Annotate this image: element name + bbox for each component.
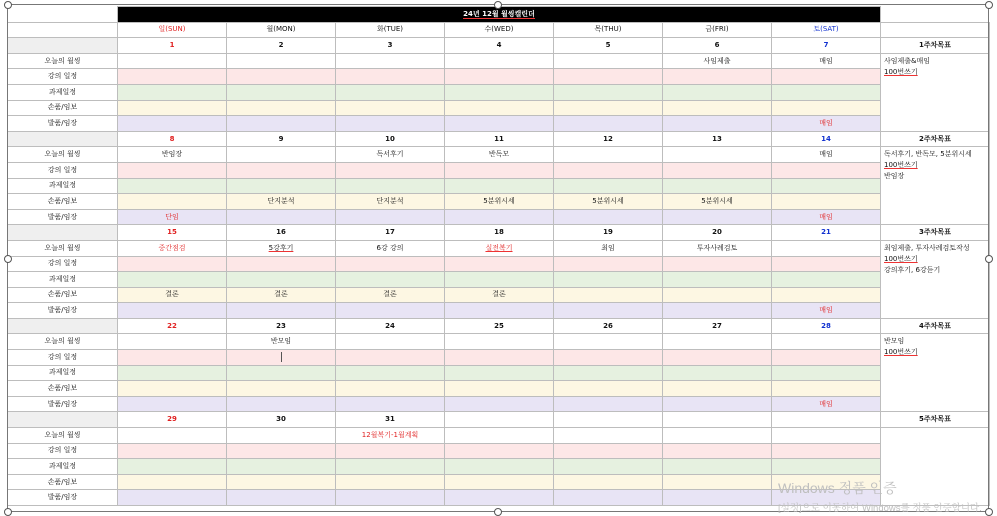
- cell-desk-research[interactable]: [336, 474, 445, 490]
- week-goal-notes[interactable]: [881, 53, 990, 131]
- cell-lecture-schedule[interactable]: [445, 256, 554, 272]
- cell-assignment-schedule[interactable]: [445, 459, 554, 475]
- row-label-assignment-schedule[interactable]: 과제일정: [8, 459, 118, 475]
- cell-assignment-schedule[interactable]: [227, 365, 336, 381]
- cell-assignment-schedule[interactable]: [227, 272, 336, 288]
- cell-field-visit[interactable]: [227, 303, 336, 319]
- resize-handle-top-middle[interactable]: [494, 1, 502, 9]
- cell-daily-plan[interactable]: [772, 334, 881, 350]
- row-label-assignment-schedule[interactable]: 과제일정: [8, 272, 118, 288]
- cell-daily-plan[interactable]: [663, 334, 772, 350]
- cell-lecture-schedule[interactable]: [445, 443, 554, 459]
- cell-daily-plan[interactable]: [554, 334, 663, 350]
- cell-lecture-schedule[interactable]: [663, 350, 772, 366]
- row-label-desk-research[interactable]: 손품/임보: [8, 194, 118, 210]
- row-label-daily-plan[interactable]: 오늘의 월씽: [8, 240, 118, 256]
- cell-desk-research[interactable]: [227, 381, 336, 397]
- cell-lecture-schedule[interactable]: [445, 69, 554, 85]
- cell-lecture-schedule[interactable]: [118, 69, 227, 85]
- cell-daily-plan[interactable]: [118, 53, 227, 69]
- date-cell[interactable]: 30: [227, 412, 336, 428]
- cell-assignment-schedule[interactable]: [772, 178, 881, 194]
- cell-field-visit[interactable]: 매임: [772, 209, 881, 225]
- cell-daily-plan[interactable]: 12월복기-1월계획: [336, 428, 445, 444]
- cell-desk-research[interactable]: [227, 100, 336, 116]
- cell-daily-plan[interactable]: [336, 334, 445, 350]
- resize-handle-middle-right[interactable]: [985, 255, 993, 263]
- header-corner-cell[interactable]: [8, 22, 118, 38]
- cell-daily-plan[interactable]: [445, 428, 554, 444]
- week-label-blank[interactable]: [8, 318, 118, 334]
- cell-desk-research[interactable]: [772, 100, 881, 116]
- cell-assignment-schedule[interactable]: [118, 272, 227, 288]
- cell-assignment-schedule[interactable]: [663, 272, 772, 288]
- date-cell[interactable]: 26: [554, 318, 663, 334]
- cell-lecture-schedule[interactable]: [772, 69, 881, 85]
- weekday-header[interactable]: 목(THU): [554, 22, 663, 38]
- weekday-header[interactable]: 토(SAT): [772, 22, 881, 38]
- cell-lecture-schedule[interactable]: [227, 69, 336, 85]
- cell-daily-plan[interactable]: [554, 53, 663, 69]
- date-cell[interactable]: 2: [227, 38, 336, 54]
- cell-field-visit[interactable]: [663, 116, 772, 132]
- cell-desk-research[interactable]: [118, 100, 227, 116]
- cell-field-visit[interactable]: [445, 396, 554, 412]
- cell-lecture-schedule[interactable]: [663, 256, 772, 272]
- cell-daily-plan[interactable]: 6강 강의: [336, 240, 445, 256]
- date-cell[interactable]: [445, 412, 554, 428]
- cell-daily-plan[interactable]: [445, 334, 554, 350]
- cell-daily-plan[interactable]: [227, 428, 336, 444]
- cell-assignment-schedule[interactable]: [336, 365, 445, 381]
- cell-desk-research[interactable]: [336, 381, 445, 397]
- cell-desk-research[interactable]: 결론: [445, 287, 554, 303]
- week-goal-notes[interactable]: [881, 334, 990, 412]
- cell-field-visit[interactable]: [554, 490, 663, 506]
- cell-lecture-schedule[interactable]: [118, 256, 227, 272]
- cell-daily-plan[interactable]: [445, 53, 554, 69]
- date-cell[interactable]: 31: [336, 412, 445, 428]
- cell-field-visit[interactable]: 매임: [772, 116, 881, 132]
- resize-handle-bottom-middle[interactable]: [494, 508, 502, 516]
- cell-desk-research[interactable]: 5분위시세: [445, 194, 554, 210]
- date-cell[interactable]: 15: [118, 225, 227, 241]
- resize-handle-middle-left[interactable]: [4, 255, 12, 263]
- cell-assignment-schedule[interactable]: [772, 459, 881, 475]
- cell-assignment-schedule[interactable]: [227, 459, 336, 475]
- cell-assignment-schedule[interactable]: [445, 272, 554, 288]
- cell-desk-research[interactable]: [118, 381, 227, 397]
- cell-field-visit[interactable]: [663, 303, 772, 319]
- row-label-field-visit[interactable]: 발품/임장: [8, 116, 118, 132]
- weekday-header[interactable]: 수(WED): [445, 22, 554, 38]
- cell-field-visit[interactable]: [227, 209, 336, 225]
- week-label-blank[interactable]: [8, 38, 118, 54]
- cell-field-visit[interactable]: [445, 116, 554, 132]
- row-label-daily-plan[interactable]: 오늘의 월씽: [8, 334, 118, 350]
- date-cell[interactable]: 19: [554, 225, 663, 241]
- cell-assignment-schedule[interactable]: [118, 84, 227, 100]
- text-cursor: [281, 352, 282, 362]
- cell-daily-plan[interactable]: 반모임: [227, 334, 336, 350]
- week-goal-item: 사임제출&매임: [884, 56, 931, 65]
- cell-field-visit[interactable]: 매임: [772, 396, 881, 412]
- cell-daily-plan[interactable]: [772, 428, 881, 444]
- cell-desk-research[interactable]: [663, 287, 772, 303]
- date-cell[interactable]: 21: [772, 225, 881, 241]
- windows-activation-watermark: [778, 478, 982, 514]
- cell-desk-research[interactable]: [118, 194, 227, 210]
- date-cell[interactable]: 8: [118, 131, 227, 147]
- cell-field-visit[interactable]: 단임: [118, 209, 227, 225]
- cell-daily-plan[interactable]: [554, 428, 663, 444]
- date-cell[interactable]: 22: [118, 318, 227, 334]
- week-goal-title[interactable]: 2주차목표: [881, 131, 990, 147]
- weekday-header[interactable]: 화(TUE): [336, 22, 445, 38]
- cell-desk-research[interactable]: [336, 100, 445, 116]
- cell-field-visit[interactable]: [118, 490, 227, 506]
- cell-lecture-schedule[interactable]: [227, 350, 336, 366]
- date-cell[interactable]: 13: [663, 131, 772, 147]
- date-cell[interactable]: 29: [118, 412, 227, 428]
- cell-daily-plan[interactable]: [118, 428, 227, 444]
- cell-lecture-schedule[interactable]: [118, 162, 227, 178]
- cell-lecture-schedule[interactable]: [336, 69, 445, 85]
- cell-daily-plan[interactable]: 매임: [772, 53, 881, 69]
- cell-desk-research[interactable]: [118, 474, 227, 490]
- date-cell[interactable]: 9: [227, 131, 336, 147]
- cell-desk-research[interactable]: 5분위시세: [554, 194, 663, 210]
- week-goal-item: 100번쓰기: [884, 161, 918, 170]
- date-cell[interactable]: 16: [227, 225, 336, 241]
- cell-lecture-schedule[interactable]: [772, 162, 881, 178]
- cell-assignment-schedule[interactable]: [336, 178, 445, 194]
- row-label-lecture-schedule[interactable]: 강의 일정: [8, 69, 118, 85]
- cell-assignment-schedule[interactable]: [663, 459, 772, 475]
- cell-field-visit[interactable]: [663, 396, 772, 412]
- week-goal-item: 100번쓰기: [884, 254, 918, 263]
- date-cell[interactable]: 7: [772, 38, 881, 54]
- cell-desk-research[interactable]: [227, 474, 336, 490]
- cell-desk-research[interactable]: 단지분석: [227, 194, 336, 210]
- cell-field-visit[interactable]: [336, 116, 445, 132]
- cell-desk-research[interactable]: [554, 381, 663, 397]
- date-cell[interactable]: 27: [663, 318, 772, 334]
- calendar-title: 24년 12월 월씽캘린더: [463, 9, 535, 18]
- cell-desk-research[interactable]: [554, 287, 663, 303]
- cell-assignment-schedule[interactable]: [118, 178, 227, 194]
- cell-assignment-schedule[interactable]: [445, 84, 554, 100]
- cell-lecture-schedule[interactable]: [554, 69, 663, 85]
- resize-handle-bottom-right[interactable]: [985, 508, 993, 516]
- cell-assignment-schedule[interactable]: [663, 84, 772, 100]
- row-label-field-visit[interactable]: 발품/임장: [8, 396, 118, 412]
- cell-desk-research[interactable]: [445, 381, 554, 397]
- week-goal-item: 독서후기, 반독모, 5분위시세: [884, 150, 972, 159]
- row-label-assignment-schedule[interactable]: 과제일정: [8, 365, 118, 381]
- cell-daily-plan[interactable]: [772, 240, 881, 256]
- week-goal-title[interactable]: 4주차목표: [881, 318, 990, 334]
- date-cell[interactable]: 28: [772, 318, 881, 334]
- date-cell[interactable]: 10: [336, 131, 445, 147]
- cell-lecture-schedule[interactable]: [554, 443, 663, 459]
- week-goal-item: 최임제출, 투자사례검토작성: [884, 243, 970, 252]
- watermark-subtitle: [설정]으로 이동하여 Windows를 정품 인증합니다.: [778, 503, 982, 514]
- date-cell[interactable]: 12: [554, 131, 663, 147]
- date-cell[interactable]: 14: [772, 131, 881, 147]
- cell-assignment-schedule[interactable]: [554, 459, 663, 475]
- cell-assignment-schedule[interactable]: [772, 272, 881, 288]
- row-label-field-visit[interactable]: 발품/임장: [8, 303, 118, 319]
- cell-daily-plan[interactable]: 최임: [554, 240, 663, 256]
- cell-desk-research[interactable]: 단지분석: [336, 194, 445, 210]
- cell-desk-research[interactable]: 결론: [118, 287, 227, 303]
- week-goal-title[interactable]: 3주차목표: [881, 225, 990, 241]
- cell-lecture-schedule[interactable]: [118, 350, 227, 366]
- week-label-blank[interactable]: [8, 131, 118, 147]
- cell-desk-research[interactable]: 결론: [227, 287, 336, 303]
- goal-column-header[interactable]: [881, 22, 990, 38]
- cell-field-visit[interactable]: [336, 396, 445, 412]
- cell-desk-research[interactable]: [772, 381, 881, 397]
- cell-lecture-schedule[interactable]: [554, 256, 663, 272]
- cell-assignment-schedule[interactable]: [445, 178, 554, 194]
- date-cell[interactable]: [772, 412, 881, 428]
- cell-daily-plan[interactable]: 독서후기: [336, 147, 445, 163]
- date-cell[interactable]: 23: [227, 318, 336, 334]
- cell-assignment-schedule[interactable]: [227, 84, 336, 100]
- cell-daily-plan[interactable]: 실전복기: [445, 240, 554, 256]
- date-cell[interactable]: 1: [118, 38, 227, 54]
- cell-lecture-schedule[interactable]: [227, 256, 336, 272]
- date-cell[interactable]: 3: [336, 38, 445, 54]
- row-label-desk-research[interactable]: 손품/임보: [8, 381, 118, 397]
- cell-assignment-schedule[interactable]: [554, 178, 663, 194]
- cell-lecture-schedule[interactable]: [445, 162, 554, 178]
- cell-lecture-schedule[interactable]: [772, 443, 881, 459]
- cell-assignment-schedule[interactable]: [554, 365, 663, 381]
- cell-assignment-schedule[interactable]: [336, 459, 445, 475]
- week-goal-item: 반모임: [884, 337, 905, 346]
- cell-lecture-schedule[interactable]: [663, 162, 772, 178]
- cell-assignment-schedule[interactable]: [772, 365, 881, 381]
- date-cell[interactable]: 5: [554, 38, 663, 54]
- cell-daily-plan[interactable]: [227, 147, 336, 163]
- cell-desk-research[interactable]: 5분위시세: [663, 194, 772, 210]
- cell-lecture-schedule[interactable]: [227, 162, 336, 178]
- cell-field-visit[interactable]: [663, 209, 772, 225]
- cell-lecture-schedule[interactable]: [118, 443, 227, 459]
- week-goal-item: 100번쓰기: [884, 67, 918, 76]
- monthly-calendar-table: [7, 6, 990, 506]
- week-goal-notes[interactable]: [881, 240, 990, 318]
- weekday-header[interactable]: 월(MON): [227, 22, 336, 38]
- date-cell[interactable]: [663, 412, 772, 428]
- resize-handle-top-left[interactable]: [4, 1, 12, 9]
- cell-lecture-schedule[interactable]: [554, 162, 663, 178]
- cell-field-visit[interactable]: [227, 116, 336, 132]
- week-goal-title[interactable]: 5주차목표: [881, 412, 990, 428]
- cell-desk-research[interactable]: [663, 474, 772, 490]
- cell-field-visit[interactable]: [445, 303, 554, 319]
- row-label-assignment-schedule[interactable]: 과제일정: [8, 178, 118, 194]
- cell-field-visit[interactable]: [227, 490, 336, 506]
- cell-daily-plan[interactable]: 투자사례검토: [663, 240, 772, 256]
- date-cell[interactable]: 25: [445, 318, 554, 334]
- weekday-header[interactable]: 일(SUN): [118, 22, 227, 38]
- date-cell[interactable]: 11: [445, 131, 554, 147]
- cell-assignment-schedule[interactable]: [118, 365, 227, 381]
- cell-lecture-schedule[interactable]: [554, 350, 663, 366]
- cell-field-visit[interactable]: [663, 490, 772, 506]
- cell-field-visit[interactable]: [118, 116, 227, 132]
- cell-daily-plan[interactable]: [227, 53, 336, 69]
- cell-field-visit[interactable]: [118, 396, 227, 412]
- cell-lecture-schedule[interactable]: [445, 350, 554, 366]
- cell-lecture-schedule[interactable]: [227, 443, 336, 459]
- week-goal-item: 강의후기, 6강듣기: [884, 265, 941, 274]
- cell-daily-plan[interactable]: [336, 53, 445, 69]
- cell-lecture-schedule[interactable]: [336, 350, 445, 366]
- date-cell[interactable]: 6: [663, 38, 772, 54]
- cell-lecture-schedule[interactable]: [663, 443, 772, 459]
- cell-desk-research[interactable]: [445, 474, 554, 490]
- cell-daily-plan[interactable]: 반임장: [118, 147, 227, 163]
- cell-field-visit[interactable]: [336, 209, 445, 225]
- cell-field-visit[interactable]: [554, 209, 663, 225]
- cell-desk-research[interactable]: [772, 287, 881, 303]
- cell-lecture-schedule[interactable]: [336, 443, 445, 459]
- row-label-desk-research[interactable]: 손품/임보: [8, 287, 118, 303]
- resize-handle-bottom-left[interactable]: [4, 508, 12, 516]
- title-spacer-left: [8, 7, 118, 23]
- week-goal-title[interactable]: 1주차목표: [881, 38, 990, 54]
- cell-assignment-schedule[interactable]: [663, 365, 772, 381]
- cell-desk-research[interactable]: [554, 100, 663, 116]
- cell-assignment-schedule[interactable]: [554, 272, 663, 288]
- cell-desk-research[interactable]: [663, 100, 772, 116]
- row-label-lecture-schedule[interactable]: 강의 일정: [8, 443, 118, 459]
- cell-lecture-schedule[interactable]: [663, 69, 772, 85]
- cell-desk-research[interactable]: 결론: [336, 287, 445, 303]
- row-label-daily-plan[interactable]: 오늘의 월씽: [8, 53, 118, 69]
- cell-lecture-schedule[interactable]: [336, 256, 445, 272]
- date-cell[interactable]: 17: [336, 225, 445, 241]
- week-goal-item: 100번쓰기: [884, 348, 918, 357]
- date-cell[interactable]: 4: [445, 38, 554, 54]
- resize-handle-top-right[interactable]: [985, 1, 993, 9]
- date-cell[interactable]: [554, 412, 663, 428]
- cell-daily-plan[interactable]: [554, 147, 663, 163]
- cell-daily-plan[interactable]: [118, 334, 227, 350]
- cell-desk-research[interactable]: [772, 194, 881, 210]
- cell-field-visit[interactable]: [445, 490, 554, 506]
- row-label-desk-research[interactable]: 손품/임보: [8, 100, 118, 116]
- row-label-assignment-schedule[interactable]: 과제일정: [8, 84, 118, 100]
- cell-assignment-schedule[interactable]: [227, 178, 336, 194]
- cell-assignment-schedule[interactable]: [336, 84, 445, 100]
- weekday-header[interactable]: 금(FRI): [663, 22, 772, 38]
- row-label-lecture-schedule[interactable]: 강의 일정: [8, 256, 118, 272]
- cell-lecture-schedule[interactable]: [772, 350, 881, 366]
- cell-field-visit[interactable]: [118, 303, 227, 319]
- cell-assignment-schedule[interactable]: [336, 272, 445, 288]
- cell-field-visit[interactable]: [336, 490, 445, 506]
- row-label-lecture-schedule[interactable]: 강의 일정: [8, 350, 118, 366]
- row-label-field-visit[interactable]: 발품/임장: [8, 209, 118, 225]
- cell-lecture-schedule[interactable]: [336, 162, 445, 178]
- week-goal-notes[interactable]: [881, 147, 990, 225]
- cell-desk-research[interactable]: [445, 100, 554, 116]
- cell-field-visit[interactable]: [227, 396, 336, 412]
- cell-field-visit[interactable]: [554, 396, 663, 412]
- date-cell[interactable]: 24: [336, 318, 445, 334]
- cell-daily-plan[interactable]: 중간점검: [118, 240, 227, 256]
- row-label-field-visit[interactable]: 발품/임장: [8, 490, 118, 506]
- week-label-blank[interactable]: [8, 225, 118, 241]
- cell-daily-plan[interactable]: [663, 147, 772, 163]
- cell-daily-plan[interactable]: [663, 428, 772, 444]
- cell-daily-plan[interactable]: 사임제출: [663, 53, 772, 69]
- cell-field-visit[interactable]: 매임: [772, 303, 881, 319]
- watermark-title: Windows 정품 인증: [778, 480, 897, 496]
- cell-assignment-schedule[interactable]: [554, 84, 663, 100]
- cell-lecture-schedule[interactable]: [772, 256, 881, 272]
- row-label-lecture-schedule[interactable]: 강의 일정: [8, 162, 118, 178]
- date-cell[interactable]: 20: [663, 225, 772, 241]
- row-label-daily-plan[interactable]: 오늘의 월씽: [8, 428, 118, 444]
- date-cell[interactable]: 18: [445, 225, 554, 241]
- cell-assignment-schedule[interactable]: [772, 84, 881, 100]
- cell-assignment-schedule[interactable]: [663, 178, 772, 194]
- row-label-daily-plan[interactable]: 오늘의 월씽: [8, 147, 118, 163]
- cell-desk-research[interactable]: [663, 381, 772, 397]
- cell-daily-plan[interactable]: 반독모: [445, 147, 554, 163]
- week-goal-item: 반임장: [884, 172, 905, 181]
- title-spacer-right: [881, 7, 990, 23]
- cell-field-visit[interactable]: [554, 303, 663, 319]
- week-label-blank[interactable]: [8, 412, 118, 428]
- cell-daily-plan[interactable]: 5강후기: [227, 240, 336, 256]
- cell-field-visit[interactable]: [445, 209, 554, 225]
- cell-daily-plan[interactable]: 매임: [772, 147, 881, 163]
- cell-assignment-schedule[interactable]: [445, 365, 554, 381]
- row-label-desk-research[interactable]: 손품/임보: [8, 474, 118, 490]
- cell-field-visit[interactable]: [336, 303, 445, 319]
- cell-field-visit[interactable]: [554, 116, 663, 132]
- cell-assignment-schedule[interactable]: [118, 459, 227, 475]
- cell-desk-research[interactable]: [554, 474, 663, 490]
